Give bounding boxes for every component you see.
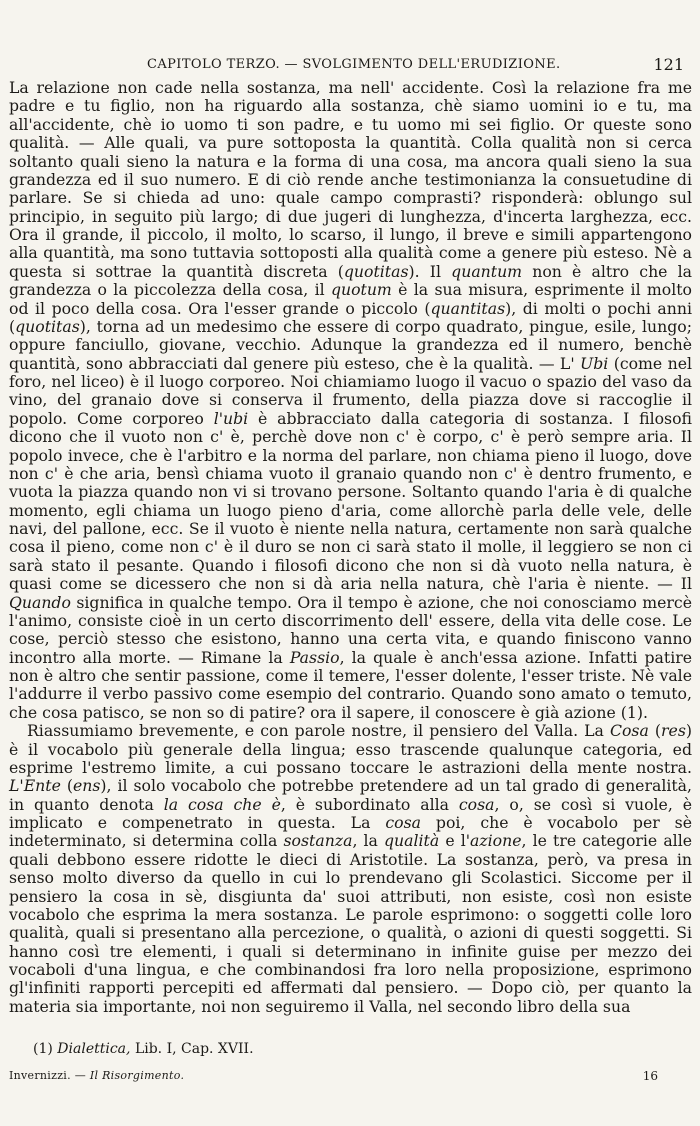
italic-term: l'ubi <box>213 408 249 428</box>
italic-term: qualità <box>384 831 440 851</box>
italic-term: Ubi <box>580 353 609 373</box>
text-run: e l' <box>439 831 471 851</box>
italic-term: ens <box>72 776 101 796</box>
text-run: La relazione non cade nella sostanza, ma nell' accidente. Così la relazione fra me padre e tu figlio, non ha riguardo alla sostanza, chè siamo uomini io e tu, ma all'accidente, chè io uomo ti son padre, e tu uomo mi sei figlio. Or queste sono qualità. — Alle quali, va pure sottoposta la quantità. Colla qualità non si cerca soltanto quali sieno la natura e la forma di una cosa, ma ancora quali sieno la sua grandezza ed il suo numero. E di ciò rende anche testimonianza la consuetudine di parlare. Se si chieda ad uno: quale campo comprasti? risponderà: oblungo sul principio, in seguito più largo; di due jugeri di lunghezza, d'incerta larghezza, ecc. Ora il grande, il piccolo, il molto, lo scarso, il lungo, il breve e simili appartengono alla quantità, ma sono tuttavia sottoposti alla qualità come a genere più esteso. Nè a questa si sottrae la quantità discreta ( <box>9 78 692 281</box>
paragraph <box>9 79 692 722</box>
text-run: , le tre categorie alle quali debbono essere ridotte le dieci di Aristotile. La sostanza, però, va presa in senso molto diverso da quello in cui lo prendevano gli Scolastici. Siccome per il pensiero la cosa in sè, disgiunta da' suoi attributi, non esiste, così non esiste vocabolo che esprima la mera sostanza. Le parole esprimono: o soggetti colle loro qualità, quali si presentano alla percezione, o qualità, o azioni di questi soggetti. Si hanno così tre elementi, i quali si determinano in infinite guise per mezzo dei vocaboli d'una lingua, e che combinandosi fra loro nella proposizione, esprimono gl'infiniti rapporti percepiti ed affermati dal pensiero. — Dopo ciò, per quanto la materia sia importante, noi non seguiremo il Valla, nel secondo libro della sua <box>9 831 692 1016</box>
italic-term: quotitas <box>343 261 409 281</box>
italic-term: Quando <box>9 592 71 612</box>
footnote-source-title: Dialettica, <box>57 1041 131 1057</box>
italic-term: cosa <box>458 794 495 814</box>
signature-number: 16 <box>642 1069 658 1083</box>
signature-line <box>9 1069 658 1085</box>
body-text <box>9 79 692 1016</box>
text-run: , o, se così si vuole, è implicato e compenetrato in questa. La <box>9 794 692 832</box>
text-run: ( <box>648 721 662 741</box>
book-page <box>9 0 692 1126</box>
italic-term: sostanza <box>283 831 353 851</box>
footnote-reference: Lib. I, Cap. XVII. <box>134 1041 254 1057</box>
footnote <box>33 1041 254 1057</box>
italic-term: azione <box>470 831 522 851</box>
text-run: ), di molti o pochi anni ( <box>9 298 692 336</box>
italic-term: Cosa <box>609 721 649 741</box>
italic-term: quotum <box>330 280 392 300</box>
text-run: , è subordinato alla <box>280 794 459 814</box>
italic-term: la cosa che è <box>163 794 281 814</box>
text-run: ) è il vocabolo più generale della lingua; esso trascende qualunque categoria, ed esprime l'estremo limite, a cui possano toccare le astrazioni della mente nostra. <box>9 721 693 777</box>
running-header <box>9 55 684 77</box>
text-run: significa in qualche tempo. Ora il tempo è azione, che noi conosciamo mercè l'animo, consiste cioè in un certo discorrimento dell' essere, della vita delle cose. Le cose, perciò stesso che esistono, hanno una certa vita, e quando finiscono vanno incontro alla morte. — Rimane la <box>9 592 692 667</box>
signature-author <box>9 1069 184 1082</box>
text-run: ), torna ad un medesimo che essere di corpo quadrato, pingue, esile, lungo; oppure fanciullo, giovane, vecchio. Adunque la grandezza ed il numero, benchè quantità, sono abbracciati dal genere più esteso, che è la qualità. — L' <box>9 316 692 373</box>
text-run: ), il solo vocabolo che potrebbe pretendere ad un tal grado di generalità, in quanto denota <box>9 776 692 814</box>
italic-term: quantum <box>451 261 523 281</box>
italic-term: cosa <box>385 813 422 832</box>
text-run: , la quale è anch'essa azione. Infatti patire non è altro che sentir passione, come il temere, l'esser dolente, l'esser triste. Nè vale l'addurre il verbo passivo come esempio del contrario. Quando sono amato o temuto, che cosa patisco, se non so di patire? ora il sapere, il conoscere è già azione (1). <box>9 647 693 722</box>
italic-term: quotitas <box>15 316 80 336</box>
text-run: ( <box>60 776 73 796</box>
signature-work-title: Il Risorgimento. <box>89 1069 185 1082</box>
italic-term: quantitas <box>430 298 506 318</box>
italic-term: res <box>661 721 686 741</box>
text-run: è abbracciato dalla categoria di sostanza. I filosofi dicono che il vuoto non c' è, perchè dove non c' è corpo, c' è però sempre aria. Il popolo invece, che è l'arbitro e la norma del parlare, non chiama pieno il luogo, dove non c' è che aria, bensì chiama vuoto il granaio quando non c' è dentro frumento, e vuota la piazza quando non vi si trovano persone. Soltanto quando l'aria è di qualche momento, egli chiama un luogo pieno d'aria, come allorchè parla delle vele, delle navi, del pallone, ecc. Se il vuoto è niente nella natura, certamente non sarà qualche cosa il pieno, come non c' è il duro se non ci sarà stato il molle, il leggiero se non ci sarà stato il pesante. Quando i filosofi dicono che non si dà vuoto nella natura, è quasi come se dicessero che non si dà aria nella natura, chè l'aria è niente. — Il <box>9 408 692 594</box>
italic-term: L'Ente <box>9 776 61 796</box>
text-run: è la sua misura, esprimente il molto od il poco della cosa. Ora l'esser grande o piccolo ( <box>9 280 692 318</box>
text-run: , la <box>352 831 385 851</box>
text-run: ). Il <box>408 261 452 281</box>
text-run: non è altro che la grandezza o la piccolezza della cosa, il <box>9 261 693 300</box>
paragraph <box>9 722 692 1016</box>
text-run: Riassumiamo brevemente, e con parole nostre, il pensiero del Valla. La <box>27 721 610 741</box>
text-run: (come nel foro, nel liceo) è il luogo corporeo. Noi chiamiamo luogo il vacuo o spazio del vaso da vino, del granaio dove si conserva il frumento, della piazza dove si raccoglie il popolo. Come corporeo <box>9 353 692 428</box>
text-run: poi, che è vocabolo per sè indeterminato, si determina colla <box>9 813 692 851</box>
signature-author-name: Invernizzi. — <box>9 1069 87 1082</box>
chapter-title: CAPITOLO TERZO. — SVOLGIMENTO DELL'ERUDIZIONE. <box>147 57 561 72</box>
footnote-marker: (1) <box>33 1041 53 1057</box>
italic-term: Passio <box>289 647 340 667</box>
page-number: 121 <box>653 55 684 74</box>
